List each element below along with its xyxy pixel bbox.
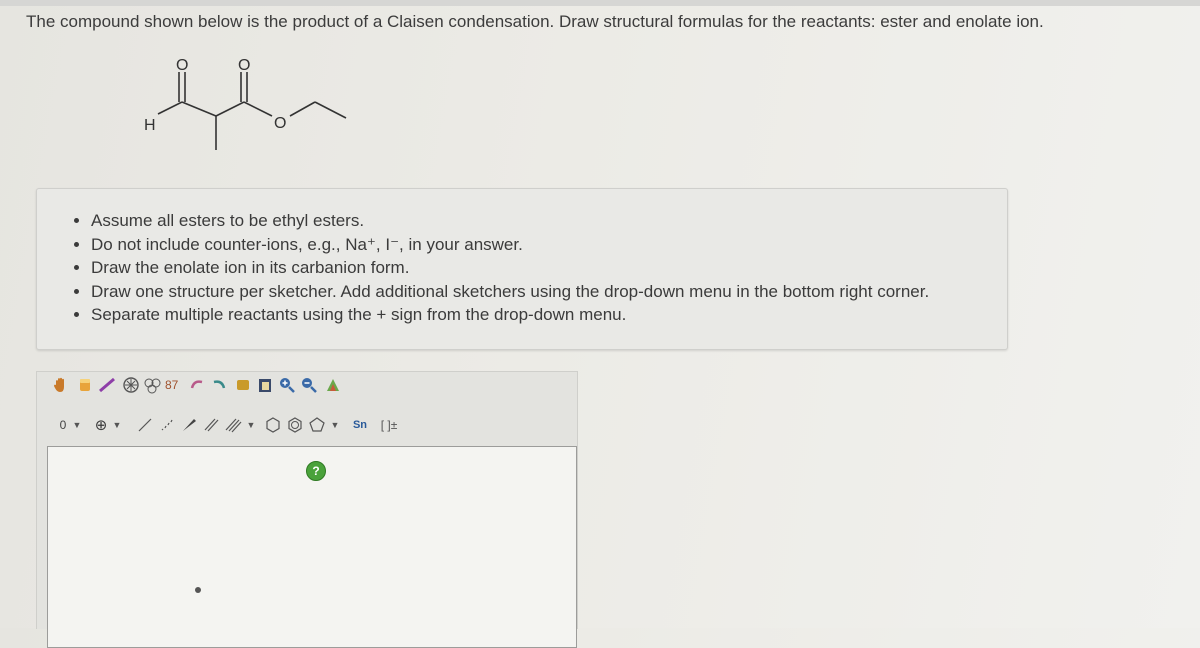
product-molecule (130, 52, 360, 162)
copy-icon[interactable] (233, 375, 253, 395)
chevron-down-icon[interactable]: ▼ (330, 420, 340, 430)
undo-icon[interactable] (187, 375, 207, 395)
single-bond-icon[interactable] (135, 415, 155, 435)
eraser-icon[interactable] (75, 375, 95, 395)
atom-o2: O (238, 57, 251, 74)
hexagon-icon[interactable] (263, 415, 283, 435)
sketcher (36, 371, 578, 629)
benzene-icon[interactable] (285, 415, 305, 435)
template-icon[interactable] (143, 375, 183, 395)
hand-icon[interactable] (51, 375, 71, 395)
instruction-item: • Assume all esters to be ethyl esters. (91, 209, 1007, 233)
double-bond-icon[interactable] (201, 415, 221, 435)
wedge-bond-icon[interactable] (179, 415, 199, 435)
chevron-down-icon[interactable]: ▼ (246, 420, 256, 430)
question-text: The compound shown below is the product of a Claisen condensation. Draw structural formulas for the reactants: ester and enolate ion. (26, 12, 1044, 31)
bracket-icon[interactable]: [ ]± (380, 418, 398, 432)
paste-icon[interactable] (255, 375, 275, 395)
top-strip (0, 0, 1200, 6)
chevron-down-icon[interactable]: ▼ (72, 420, 82, 430)
instructions-box (36, 188, 1008, 350)
plus-charge-icon[interactable]: ⊕ (94, 417, 108, 434)
pentagon-icon[interactable] (307, 415, 327, 435)
hash-bond-icon[interactable] (157, 415, 177, 435)
rotate-icon[interactable] (121, 375, 141, 395)
toolbar-row-bottom (37, 412, 577, 438)
instruction-item: • Draw the enolate ion in its carbanion form. (91, 256, 1007, 280)
canvas-dot (195, 587, 201, 593)
charge-select[interactable]: 0 (59, 418, 67, 432)
redo-icon[interactable] (209, 375, 229, 395)
atom-o3: O (274, 115, 287, 132)
lasso-icon[interactable] (97, 375, 117, 395)
instruction-item: • Separate multiple reactants using the + sign from the drop-down menu. (91, 303, 1007, 327)
help-button[interactable]: ? (306, 461, 326, 481)
atom-h: H (144, 117, 156, 134)
zoom-in-icon[interactable] (277, 375, 297, 395)
chevron-down-icon[interactable]: ▼ (112, 420, 122, 430)
atom-o1: O (176, 57, 189, 74)
sgroup-icon[interactable]: Sn (352, 419, 368, 431)
drawing-canvas[interactable] (47, 446, 577, 648)
instructions-list (37, 189, 1007, 327)
toolbar-row-top (37, 372, 577, 398)
clean-icon[interactable] (323, 375, 343, 395)
instruction-item: • Draw one structure per sketcher. Add additional sketchers using the drop-down menu in the bottom right corner. (91, 280, 1007, 304)
zoom-out-icon[interactable] (299, 375, 319, 395)
svg-text:87: 87 (165, 378, 179, 392)
triple-bond-icon[interactable] (223, 415, 243, 435)
instruction-item: • Do not include counter-ions, e.g., Na⁺, I⁻, in your answer. (91, 233, 1007, 257)
